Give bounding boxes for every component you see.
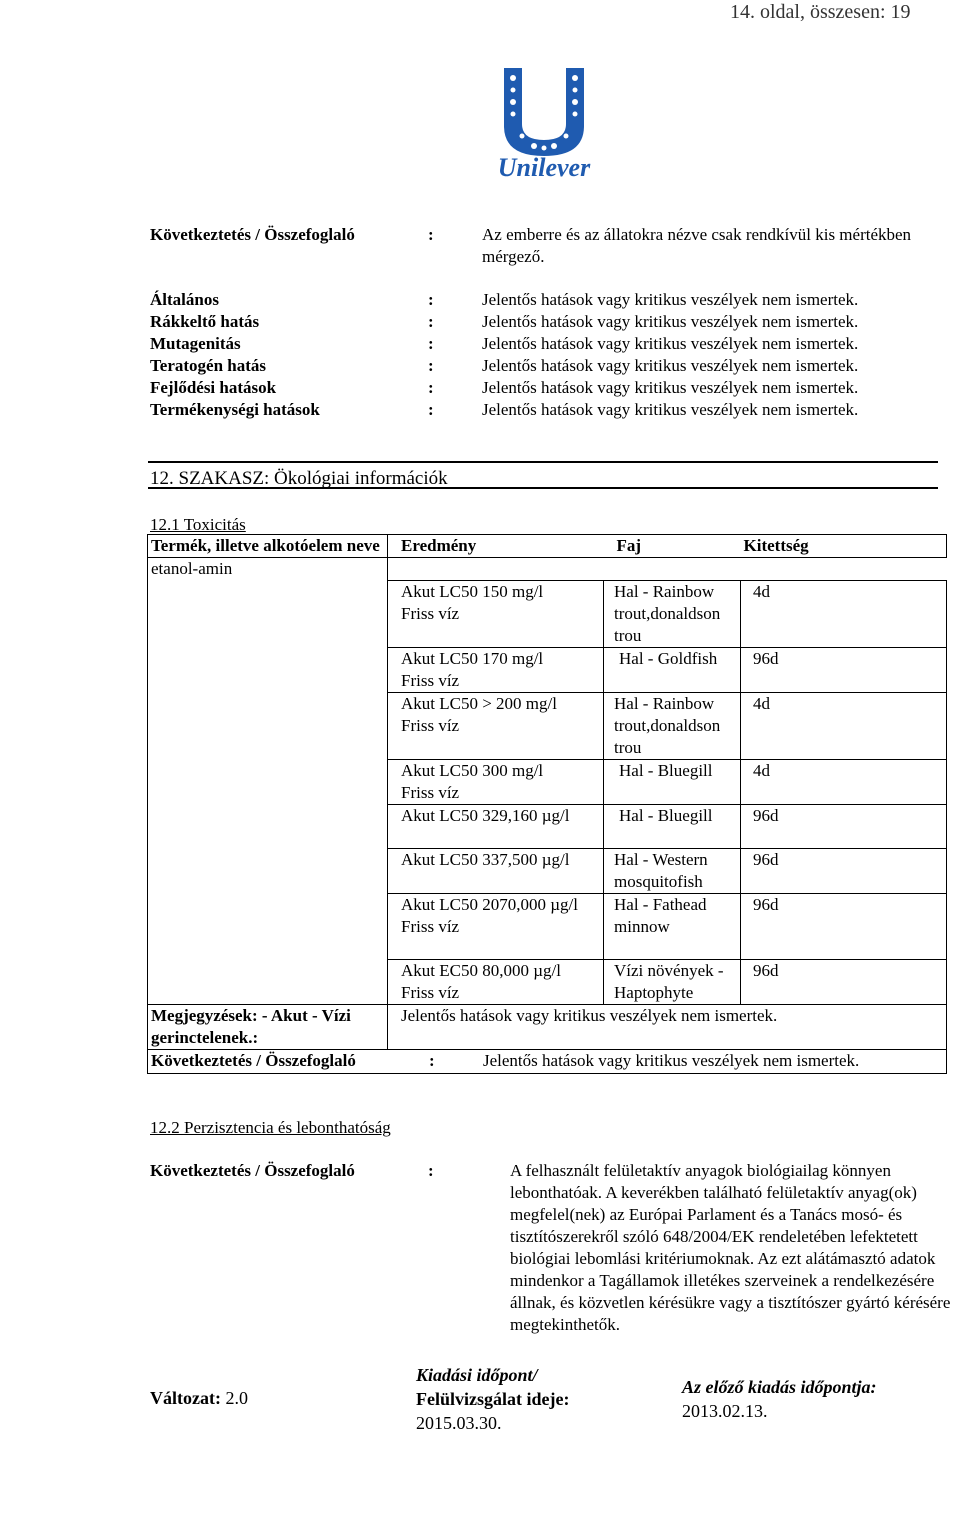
unilever-logo — [492, 62, 596, 178]
conclusion-top-colon: : — [428, 225, 434, 244]
table-row — [148, 849, 947, 894]
medium-value: Friss víz — [401, 716, 460, 735]
footer-previous — [682, 1375, 877, 1423]
effect-value: Jelentős hatások vagy kritikus veszélyek nem ismertek. — [482, 400, 859, 419]
table-row — [148, 894, 947, 960]
persistence-colon: : — [428, 1161, 434, 1180]
header-exposure: Kitettség — [741, 535, 947, 558]
table-conclusion-colon: : — [429, 1051, 435, 1070]
result-value: Akut LC50 337,500 µg/l — [388, 849, 604, 894]
effect-label: Teratogén hatás — [150, 356, 267, 375]
medium-value: Friss víz — [401, 604, 460, 623]
exposure-value: 4d — [741, 581, 947, 648]
exposure-value: 96d — [741, 648, 947, 693]
effect-value: Jelentős hatások vagy kritikus veszélyek nem ismertek. — [482, 312, 859, 331]
exposure-value: 4d — [741, 760, 947, 805]
effect-label: Rákkeltő hatás — [150, 312, 260, 331]
effect-value: Jelentős hatások vagy kritikus veszélyek nem ismertek. — [482, 356, 859, 375]
previous-value: 2013.02.13. — [682, 1401, 768, 1421]
persistence-label: Következtetés / Összefoglaló — [150, 1161, 355, 1180]
exposure-value: 96d — [741, 849, 947, 894]
species-value: Hal - Western mosquitofish — [604, 849, 741, 894]
table-row — [148, 648, 947, 693]
result-value: Akut EC50 80,000 µg/l — [401, 961, 561, 980]
subsection-toxicity-title: 12.1 Toxicitás — [150, 515, 246, 534]
remarks-row — [148, 1005, 947, 1050]
effect-colon: : — [428, 378, 434, 397]
conclusion-top-value: Az emberre és az állatokra nézve csak rendkívül kis mértékben mérgező. — [482, 225, 912, 266]
table-row — [148, 693, 947, 760]
medium-value: Friss víz — [401, 783, 460, 802]
effect-colon: : — [428, 334, 434, 353]
logo-wordmark: Unilever — [497, 153, 591, 178]
result-value: Akut LC50 329,160 µg/l — [388, 805, 604, 849]
table-conclusion-row — [148, 1050, 947, 1074]
unilever-u-icon — [492, 62, 596, 178]
effect-colon: : — [428, 356, 434, 375]
exposure-value: 96d — [741, 805, 947, 849]
effect-value: Jelentős hatások vagy kritikus veszélyek nem ismertek. — [482, 378, 859, 397]
footer-version — [150, 1387, 248, 1409]
species-value: Hal - Fathead minnow — [604, 894, 741, 960]
footer-issue — [416, 1363, 569, 1435]
result-value: Akut LC50 170 mg/l — [401, 649, 544, 668]
product-name: etanol-amin — [148, 558, 388, 581]
effect-colon: : — [428, 400, 434, 419]
species-value: Hal - Rainbow trout,donaldson trou — [604, 693, 741, 760]
exposure-value: 96d — [741, 960, 947, 1005]
header-product: Termék, illetve alkotóelem neve — [148, 535, 388, 558]
effect-label: Fejlődési hatások — [150, 378, 277, 397]
result-value: Akut LC50 150 mg/l — [401, 582, 544, 601]
header-result: Eredmény — [388, 535, 604, 558]
medium-value: Friss víz — [401, 983, 460, 1002]
table-conclusion-label: Következtetés / Összefoglaló — [151, 1051, 356, 1070]
species-value: Hal - Goldfish — [604, 648, 741, 693]
issue-label-line1: Kiadási időpont/ — [416, 1365, 538, 1385]
medium-value: Friss víz — [401, 671, 460, 690]
exposure-value: 4d — [741, 693, 947, 760]
species-value: Vízi növények - Haptophyte — [604, 960, 741, 1005]
effect-label: Termékenységi hatások — [150, 400, 320, 419]
effect-colon: : — [428, 312, 434, 331]
conclusion-top-label: Következtetés / Összefoglaló — [150, 225, 355, 244]
effect-value: Jelentős hatások vagy kritikus veszélyek nem ismertek. — [482, 334, 859, 353]
table-row — [148, 581, 947, 648]
version-label: Változat: — [150, 1388, 221, 1408]
table-conclusion-value: Jelentős hatások vagy kritikus veszélyek nem ismertek. — [483, 1051, 860, 1070]
section-12-title: 12. SZAKASZ: Ökológiai információk — [148, 461, 938, 489]
effect-label: Általános — [150, 290, 219, 309]
table-row — [148, 960, 947, 1005]
result-value: Akut LC50 2070,000 µg/l — [401, 895, 578, 914]
version-value: 2.0 — [225, 1388, 248, 1408]
issue-value: 2015.03.30. — [416, 1413, 502, 1433]
page-header: 14. oldal, összesen: 19 — [730, 1, 911, 23]
table-row — [148, 558, 947, 581]
species-value: Hal - Rainbow trout,donaldson trou — [604, 581, 741, 648]
species-value: Hal - Bluegill — [604, 760, 741, 805]
toxicity-table — [147, 534, 947, 1074]
table-row — [148, 760, 947, 805]
table-row — [148, 805, 947, 849]
subsection-persistence-title: 12.2 Perzisztencia és lebonthatóság — [150, 1118, 391, 1137]
issue-label-line2: Felülvizsgálat ideje: — [416, 1389, 570, 1409]
medium-value: Friss víz — [401, 917, 460, 936]
effect-value: Jelentős hatások vagy kritikus veszélyek nem ismertek. — [482, 290, 859, 309]
exposure-value: 96d — [741, 894, 947, 960]
remarks-label: Megjegyzések: - Akut - Vízi gerinctelenek.: — [148, 1005, 388, 1050]
persistence-value: A felhasznált felületaktív anyagok biológiailag könnyen lebonthatóak. A keverékben található felületaktív anyag(ok) megfelel(nek) az Európai Parlament és a Tanács mosó- és tisztítószerekről szóló 648/2004/EK rendeletében lefektetett biológiai lebomlási kritériumoknak. Az ezt alátámasztó adatok mindenkor a Tagállamok illetékes szerveinek a rendelkezésére állnak, és közvetlen kérésükre vagy a tisztítószer gyártó kérésére megtekinthetők. — [510, 1161, 951, 1334]
species-value: Hal - Bluegill — [604, 805, 741, 849]
previous-label: Az előző kiadás időpontja: — [682, 1377, 877, 1397]
effect-label: Mutagenitás — [150, 334, 241, 353]
header-species: Faj — [604, 535, 741, 558]
result-value: Akut LC50 > 200 mg/l — [401, 694, 557, 713]
table-header-row — [148, 535, 947, 558]
result-value: Akut LC50 300 mg/l — [401, 761, 544, 780]
remarks-value: Jelentős hatások vagy kritikus veszélyek nem ismertek. — [388, 1005, 947, 1050]
effect-colon: : — [428, 290, 434, 309]
